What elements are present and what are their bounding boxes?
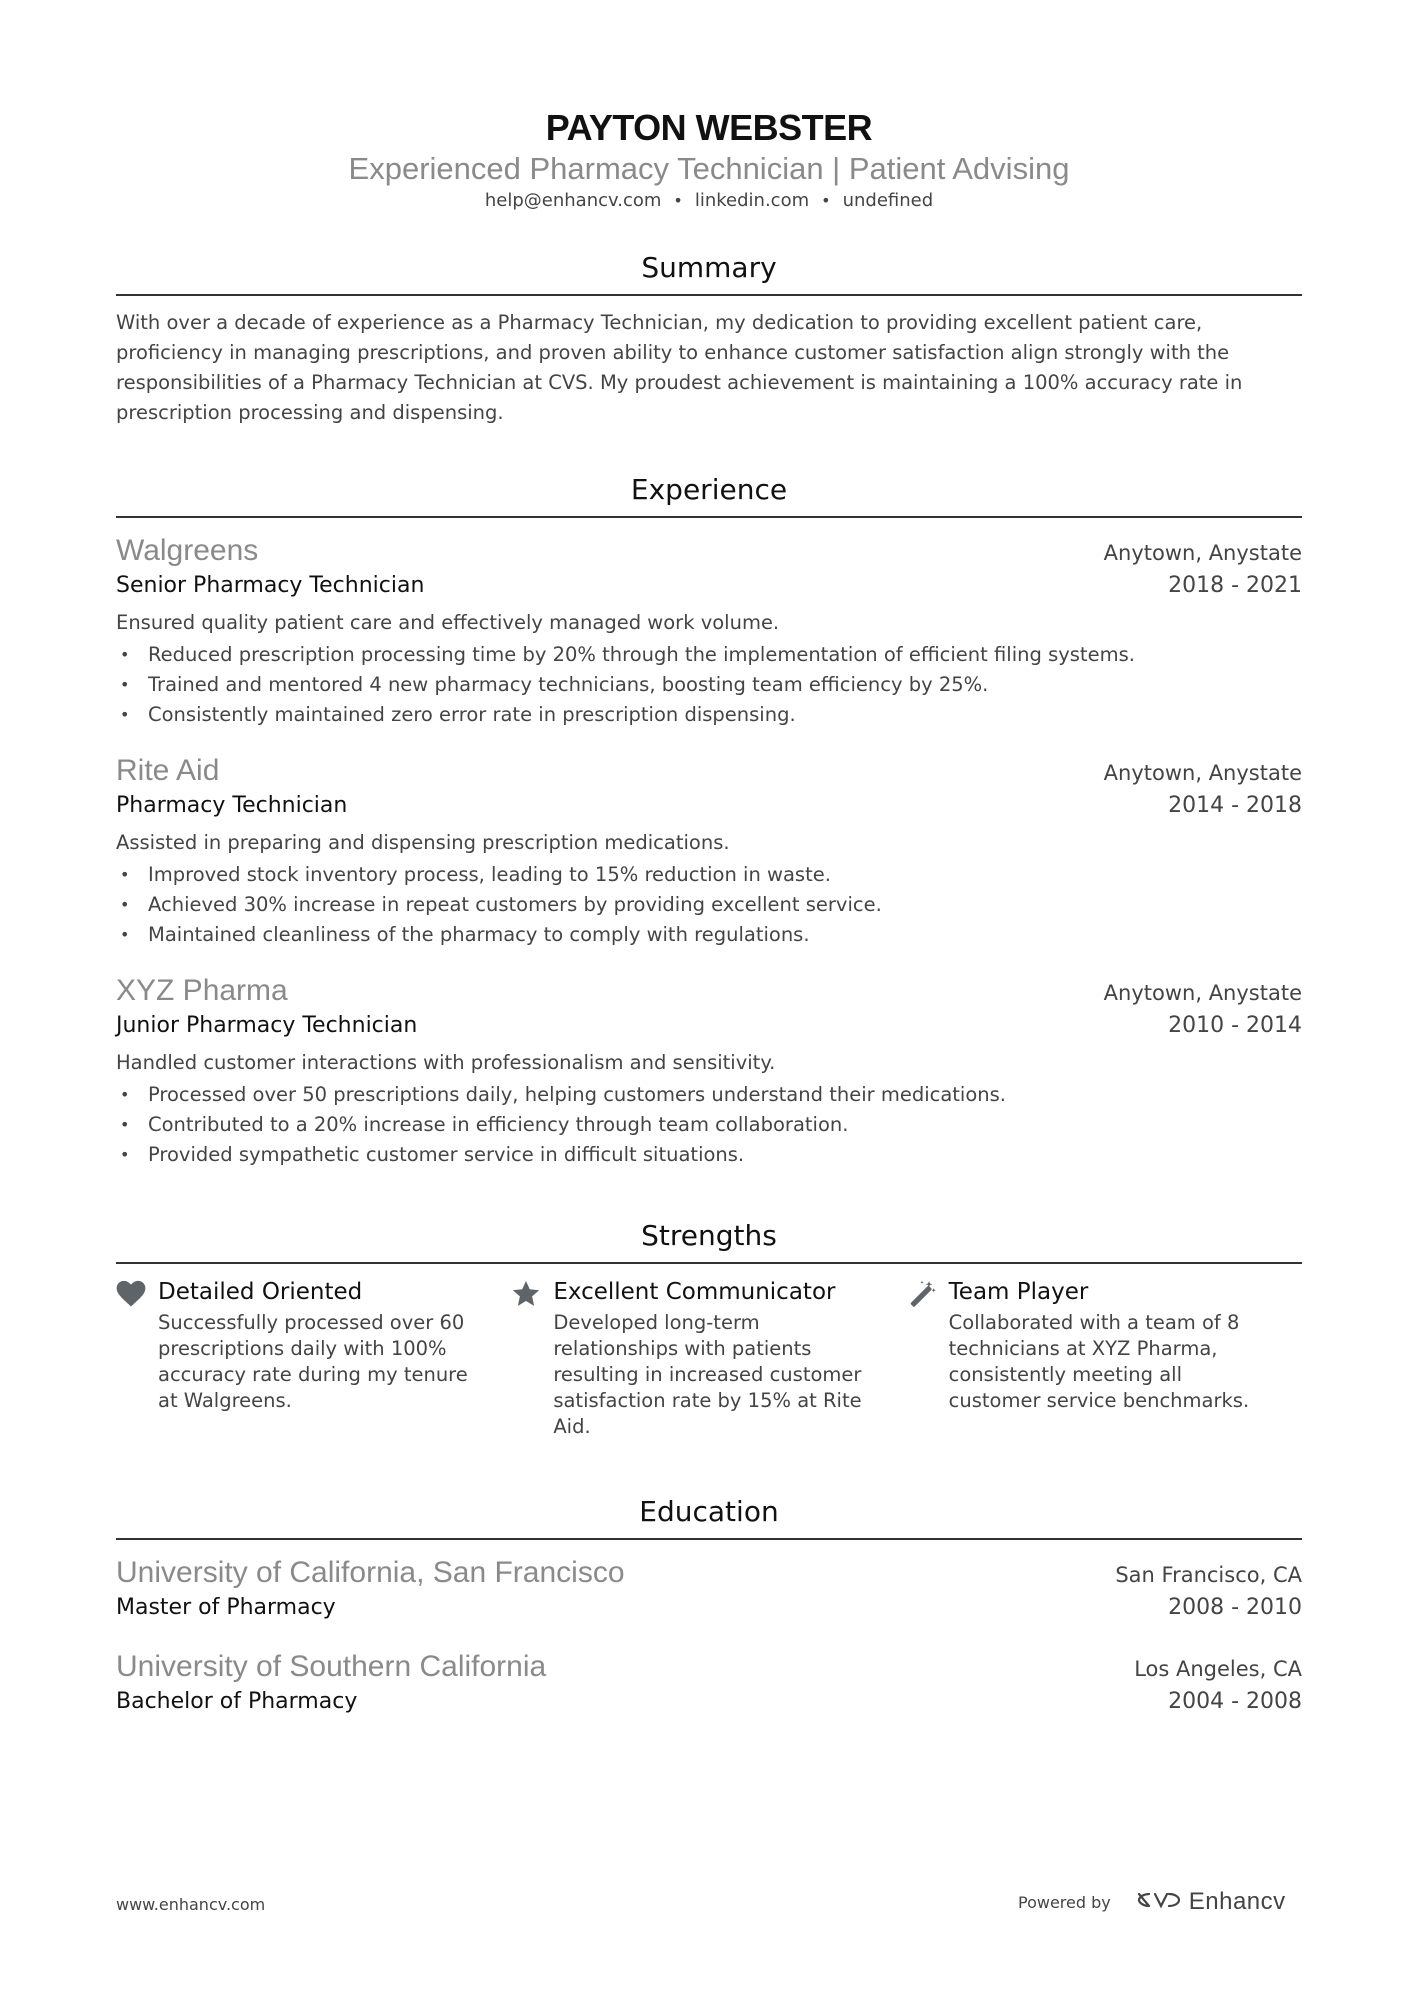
separator-dot: • (821, 191, 831, 210)
job-location: Anytown, Anystate (1103, 981, 1302, 1005)
strengths-grid (116, 1276, 1302, 1440)
company-name: Walgreens (116, 534, 259, 567)
list-item: • Consistently maintained zero error rate in prescription dispensing. (116, 700, 1302, 730)
strength-description: Collaborated with a team of 8 technicians at XYZ Pharma, consistently meeting all customer service benchmarks. (948, 1311, 1250, 1412)
enhancv-brand: Enhancv (1188, 1888, 1286, 1915)
strength-title: Team Player (948, 1279, 1089, 1305)
education-dates: 2004 - 2008 (1168, 1689, 1302, 1714)
list-item: • Processed over 50 prescriptions daily, helping customers understand their medications. (116, 1080, 1302, 1110)
summary-text: With over a decade of experience as a Pharmacy Technician, my dedication to providing excellent patient care, proficiency in managing prescriptions, and proven ability to enhance customer satisfaction align strongly with the responsibilities of a Pharmacy Technician at CVS. My proudest achievement is maintaining a 100% accuracy rate in prescription processing and dispensing. (116, 311, 1243, 424)
school-name: University of California, San Francisco (116, 1556, 625, 1589)
list-item: • Achieved 30% increase in repeat customers by providing excellent service. (116, 890, 1302, 920)
achievement-list (116, 860, 1302, 950)
company-name: XYZ Pharma (116, 974, 288, 1007)
achievement-list (116, 1080, 1302, 1170)
job-location: Anytown, Anystate (1103, 541, 1302, 565)
job-role: Senior Pharmacy Technician (116, 573, 425, 598)
achievement-list (116, 640, 1302, 730)
education-dates: 2008 - 2010 (1168, 1595, 1302, 1620)
enhancv-logo-icon (1135, 1888, 1183, 1916)
strength-description: Developed long-term relationships with patients resulting in increased customer satisfaction rate by 15% at Rite Aid. (553, 1311, 862, 1438)
list-item: • Contributed to a 20% increase in efficiency through team collaboration. (116, 1110, 1302, 1140)
job-description: Handled customer interactions with professionalism and sensitivity. (116, 1051, 776, 1074)
strength-title: Excellent Communicator (553, 1279, 836, 1305)
job-location: Anytown, Anystate (1103, 761, 1302, 785)
strengths-heading: Strengths (116, 1218, 1302, 1264)
candidate-title: Experienced Pharmacy Technician | Patient Advising (348, 151, 1070, 186)
job-role: Junior Pharmacy Technician (116, 1013, 418, 1038)
job-dates: 2010 - 2014 (1168, 1013, 1302, 1038)
experience-entry (116, 532, 1302, 730)
education-entry (116, 1554, 1302, 1624)
job-dates: 2018 - 2021 (1168, 573, 1302, 598)
strength-description: Successfully processed over 60 prescriptions daily with 100% accuracy rate during my tenure at Walgreens. (158, 1311, 468, 1412)
job-description: Ensured quality patient care and effectively managed work volume. (116, 611, 780, 634)
email-link[interactable]: help@enhancv.com (484, 190, 662, 211)
powered-by-label: Powered by (1018, 1892, 1111, 1912)
experience-entry (116, 752, 1302, 950)
school-location: San Francisco, CA (1115, 1563, 1302, 1587)
list-item: • Improved stock inventory process, leading to 15% reduction in waste. (116, 860, 1302, 890)
resume-page (116, 0, 1302, 1718)
job-description: Assisted in preparing and dispensing prescription medications. (116, 831, 730, 854)
contact-line (116, 188, 1302, 214)
summary-heading: Summary (116, 250, 1302, 296)
list-item: • Trained and mentored 4 new pharmacy technicians, boosting team efficiency by 25%. (116, 670, 1302, 700)
experience-entry (116, 972, 1302, 1170)
school-name: University of Southern California (116, 1650, 547, 1683)
education-entry (116, 1648, 1302, 1718)
company-name: Rite Aid (116, 754, 220, 787)
experience-heading: Experience (116, 472, 1302, 518)
contact-extra: undefined (842, 190, 934, 211)
strength-title: Detailed Oriented (158, 1279, 363, 1305)
list-item: • Provided sympathetic customer service in difficult situations. (116, 1140, 1302, 1170)
education-heading: Education (116, 1494, 1302, 1540)
separator-dot: • (673, 191, 683, 210)
list-item: • Maintained cleanliness of the pharmacy to comply with regulations. (116, 920, 1302, 950)
strength-item (116, 1276, 511, 1440)
job-dates: 2014 - 2018 (1168, 793, 1302, 818)
magic-wand-icon (907, 1276, 949, 1440)
linkedin-link[interactable]: linkedin.com (694, 190, 810, 211)
job-role: Pharmacy Technician (116, 793, 348, 818)
resume-header (116, 0, 1302, 214)
heart-icon (116, 1276, 158, 1440)
star-icon (511, 1276, 553, 1440)
degree: Master of Pharmacy (116, 1595, 336, 1620)
list-item: • Reduced prescription processing time by 20% through the implementation of efficient filing systems. (116, 640, 1302, 670)
footer-powered-by[interactable] (1018, 1888, 1286, 1916)
footer-website-link[interactable]: www.enhancv.com (116, 1895, 266, 1914)
school-location: Los Angeles, CA (1134, 1657, 1302, 1681)
degree: Bachelor of Pharmacy (116, 1689, 358, 1714)
candidate-name: PAYTON WEBSTER (545, 107, 873, 148)
strength-item (511, 1276, 906, 1440)
strength-item (907, 1276, 1302, 1440)
